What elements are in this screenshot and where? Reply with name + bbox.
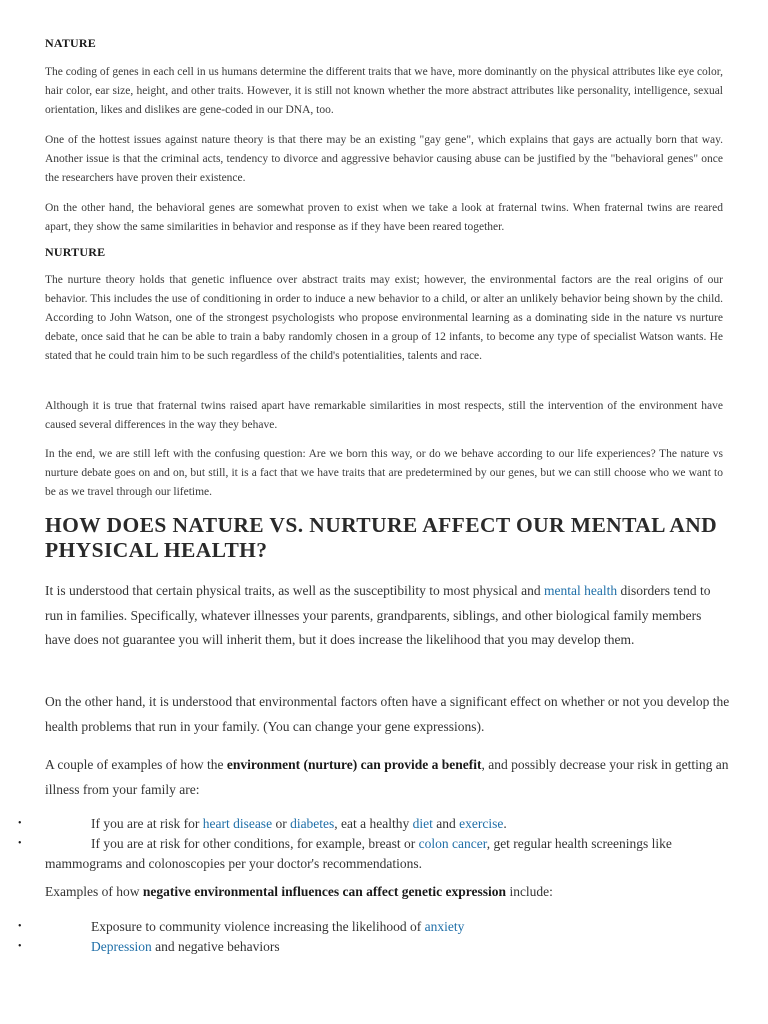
health-p3-text-a: A couple of examples of how the <box>45 757 227 772</box>
diet-link[interactable]: diet <box>412 816 433 831</box>
li4-text-b: and negative behaviors <box>151 939 280 954</box>
li2-text-a: If you are at risk for other conditions, for example, breast or <box>91 836 419 851</box>
list-item <box>45 834 730 874</box>
health-p3-bold: environment (nurture) can provide a benefit <box>226 757 482 772</box>
health-paragraph-3 <box>45 753 730 802</box>
diabetes-link[interactable]: diabetes <box>290 816 335 831</box>
health-paragraph-1 <box>45 579 730 653</box>
nature-paragraph-2: One of the hottest issues against nature theory is that there may be an existing "gay gene", which explains that gays are actually born that way. Another issue is that the criminal acts, tendency to divorce and aggressive behavior causing abuse can be justified by the "behavioral genes" once the researchers have proven their existence. <box>45 134 723 184</box>
li1-text-b: or <box>272 816 291 831</box>
bullet-icon: • <box>18 838 22 849</box>
depression-link[interactable]: Depression <box>91 939 152 954</box>
health-heading: HOW DOES NATURE VS. NURTURE AFFECT OUR MENTAL AND PHYSICAL HEALTH? <box>45 513 718 562</box>
health-paragraph-2: On the other hand, it is understood that environmental factors often have a significant effect on whether or not you develop the health problems that run in your family. (You can change your gene expressions). <box>45 694 730 734</box>
colon-cancer-link[interactable]: colon cancer <box>418 836 487 851</box>
bullet-icon: • <box>18 818 22 829</box>
anxiety-link[interactable]: anxiety <box>424 919 465 934</box>
li1-text-c: , eat a healthy <box>334 816 413 831</box>
health-p4-bold: negative environmental influences can affect genetic expression <box>142 884 507 899</box>
list-item <box>45 937 730 957</box>
health-p1-text-a: It is understood that certain physical traits, as well as the susceptibility to most physical and <box>45 583 545 598</box>
li2-text-b: , get regular health screenings like mammograms and colonoscopies per your doctor's recommendations. <box>45 836 672 871</box>
list-item <box>45 917 730 937</box>
health-paragraph-4 <box>45 880 730 905</box>
li3-text-a: Exposure to community violence increasing the likelihood of <box>91 919 425 934</box>
li1-text-d: and <box>432 816 460 831</box>
li1-text-a: If you are at risk for <box>91 816 203 831</box>
health-p3-text-b: , and possibly decrease your risk in getting an illness from your family are: <box>45 757 729 797</box>
nurture-paragraph-1: The nurture theory holds that genetic influence over abstract traits may exist; however, the environmental factors are the real origins of our behavior. This includes the use of conditioning in order to induce a new behavior to a child, or alter an unlikely behavior being shown by the child. According to John Watson, one of the strongest psychologists who propose environmental learning as a dominating side in the nature vs nurture debate, once said that he can be able to train a baby randomly chosen in a group of 12 infants, to become any type of specialist Watson wants. He stated that he could train him to be such regardless of the child's potentialities, talents and race. <box>45 274 723 362</box>
nature-heading: NATURE <box>45 36 96 50</box>
nurture-heading: NURTURE <box>45 245 106 259</box>
exercise-link[interactable]: exercise <box>459 816 504 831</box>
heart-disease-link[interactable]: heart disease <box>202 816 273 831</box>
nature-paragraph-1: The coding of genes in each cell in us humans determine the different traits that we have, more dominantly on the physical attributes like eye color, hair color, ear size, height, and other traits. However, it is still not known whether the more abstract attributes like personality, intelligence, sexual orientation, likes and dislikes are gene-coded in our DNA, too. <box>45 66 723 116</box>
bullet-icon: • <box>18 941 22 952</box>
bullet-icon: • <box>18 921 22 932</box>
health-p1-text-b: disorders tend to run in families. Specifically, whatever illnesses your parents, grandparents, siblings, and other biological family members have does not guarantee you will inherit them, but it does increase the likelihood that you may develop them. <box>45 583 711 647</box>
nurture-paragraph-3: In the end, we are still left with the confusing question: Are we born this way, or do we behave according to our life experiences? The nature vs nurture debate goes on and on, but still, it is a fact that we have traits that are predetermined by our genes, but we can still choose who we want to be as we travel through our lifetime. <box>45 448 723 498</box>
mental-health-link[interactable]: mental health <box>544 583 618 598</box>
health-p4-text-a: Examples of how <box>45 884 143 899</box>
li1-text-e: . <box>503 816 507 831</box>
list-item <box>45 814 730 834</box>
health-p4-text-b: include: <box>506 884 553 899</box>
nature-paragraph-3: On the other hand, the behavioral genes are somewhat proven to exist when we take a look at fraternal twins. When fraternal twins are reared apart, they show the same similarities in behavior and response as if they have been reared together. <box>45 202 723 233</box>
nurture-paragraph-2: Although it is true that fraternal twins raised apart have remarkable similarities in most respects, still the intervention of the environment have caused several differences in the way they behave. <box>45 400 723 431</box>
